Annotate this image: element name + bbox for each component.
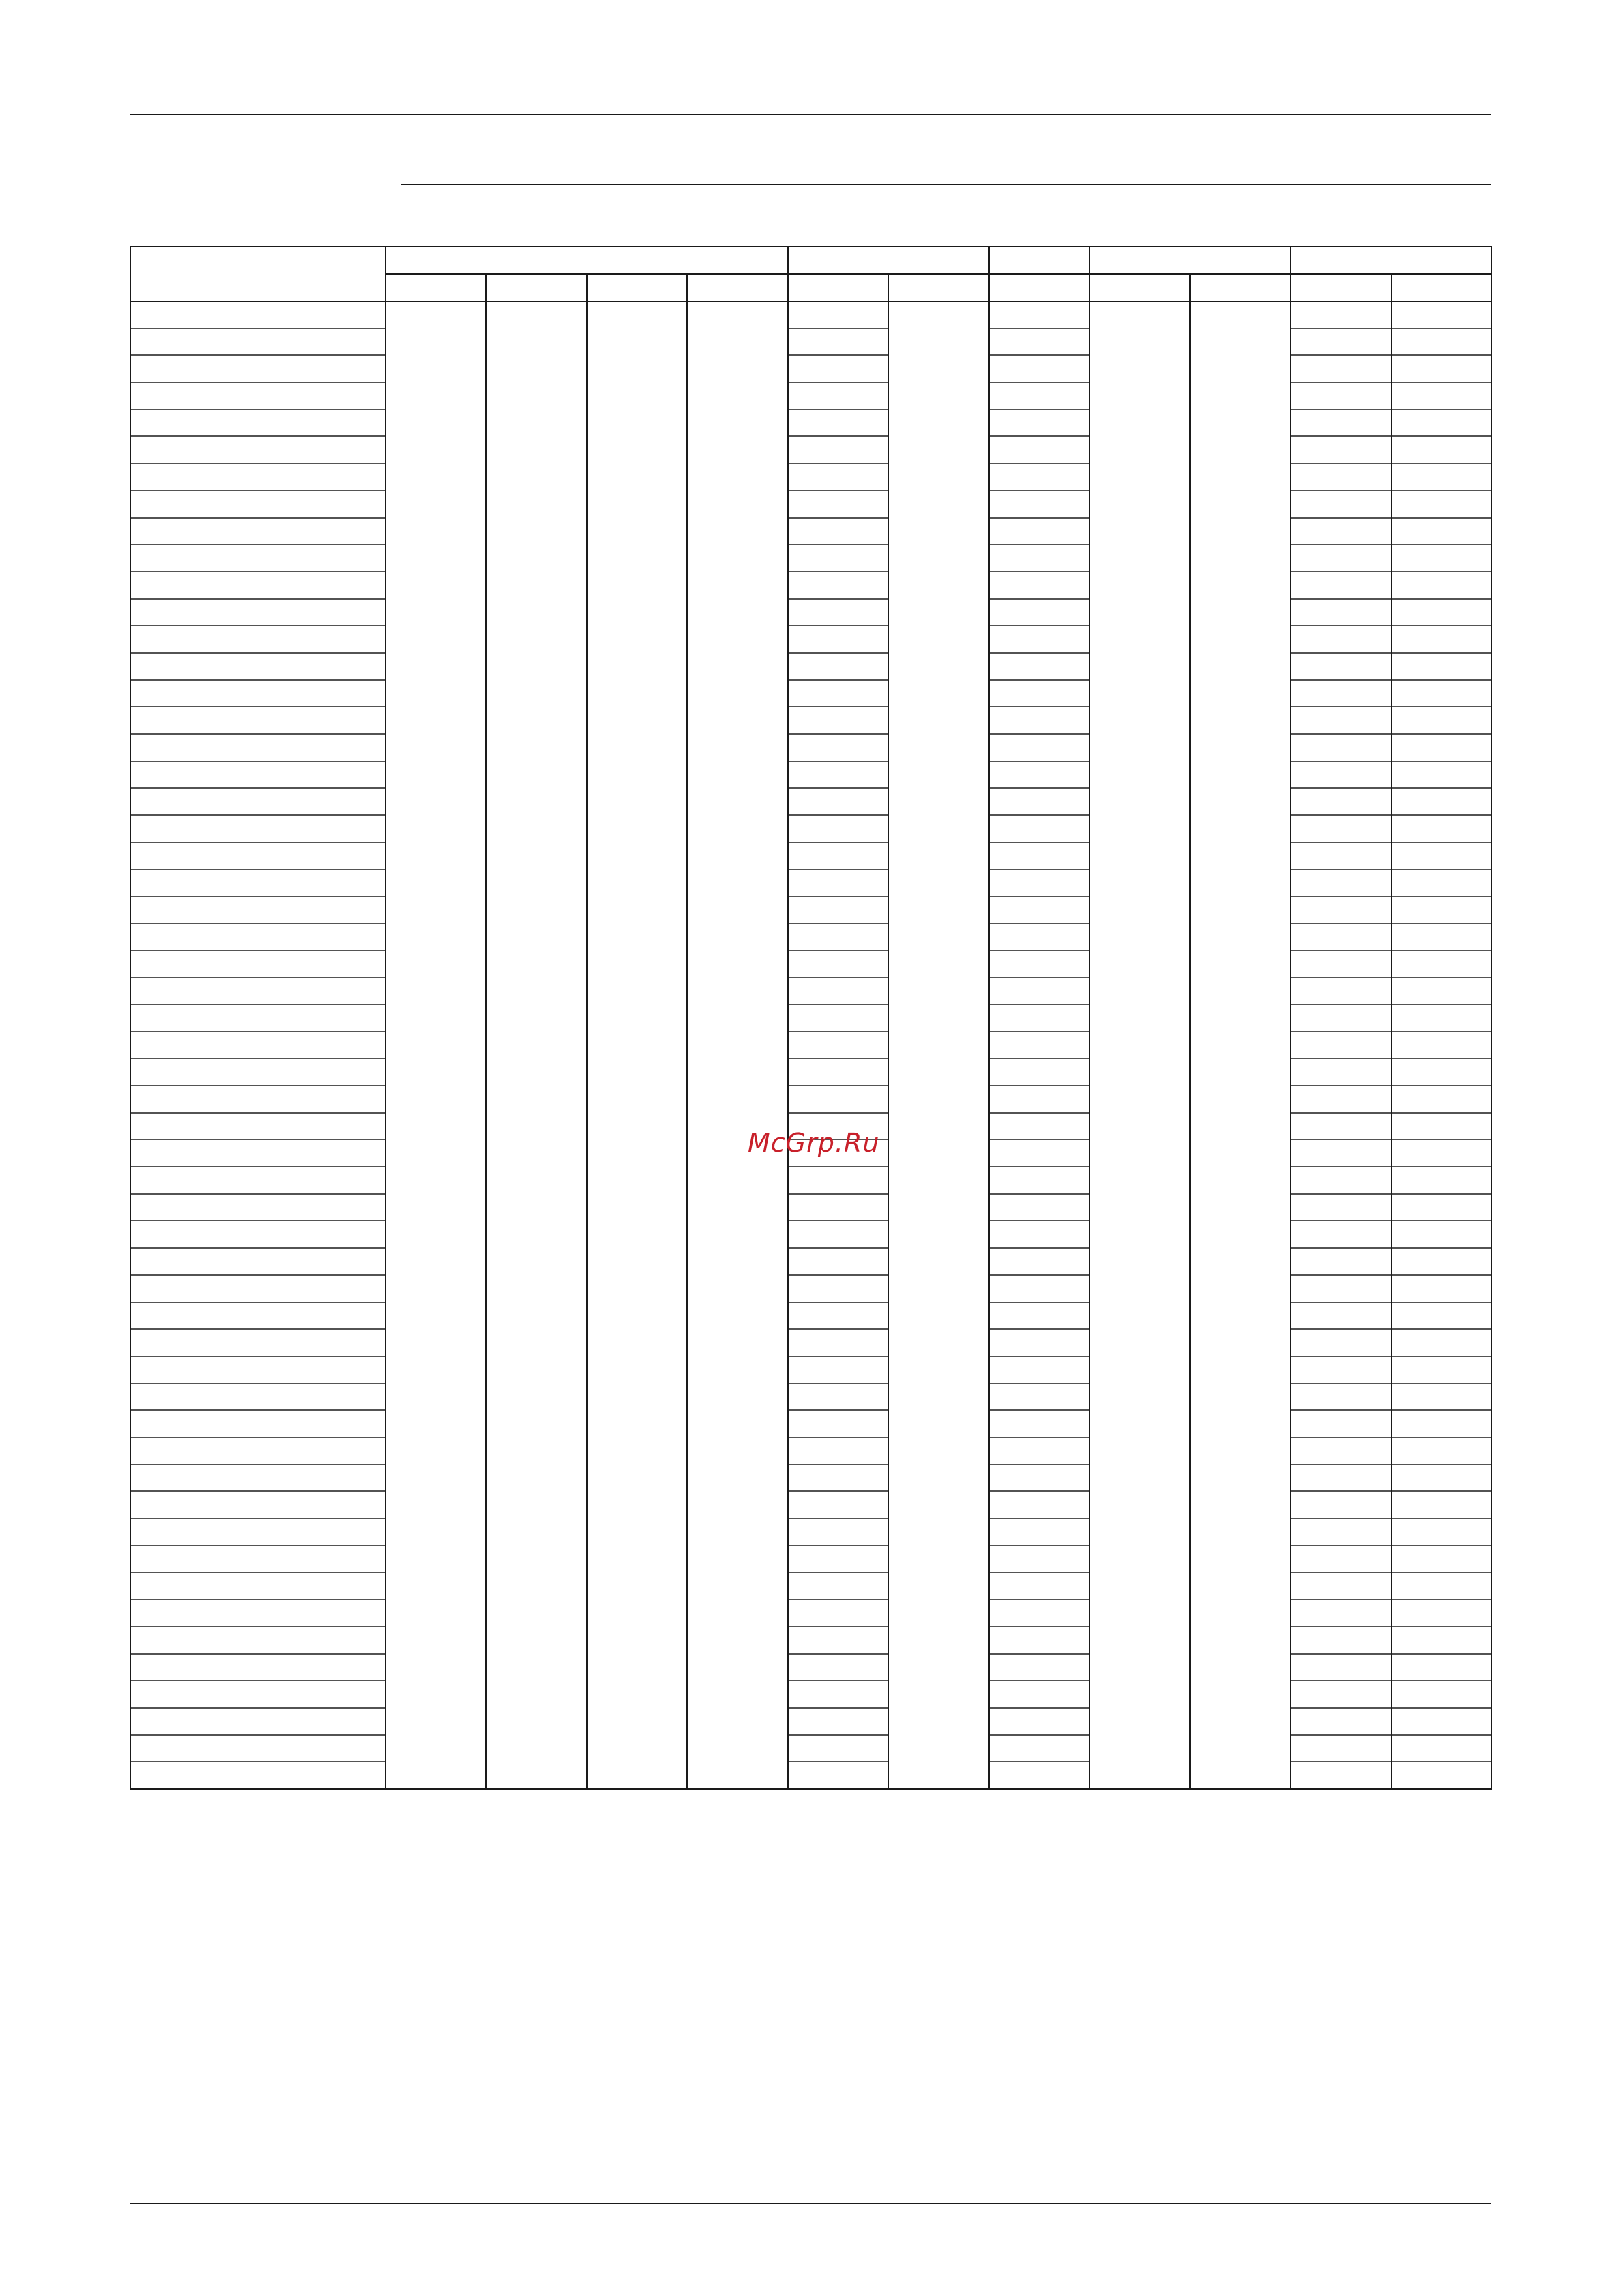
footer-rule xyxy=(130,2203,1491,2204)
watermark-text: McGrp.Ru xyxy=(748,1128,880,1158)
table-border xyxy=(130,247,1491,1789)
